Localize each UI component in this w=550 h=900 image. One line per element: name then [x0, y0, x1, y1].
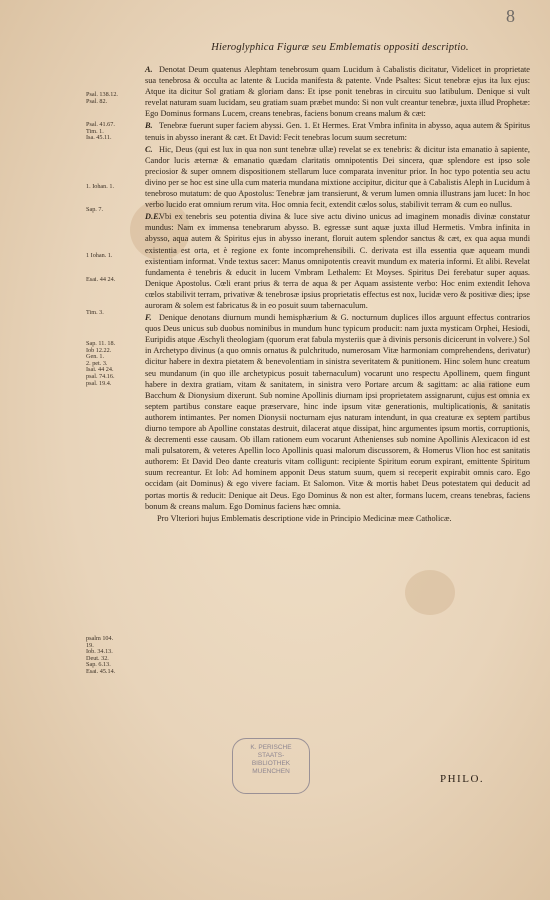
margin-line: Tim. 3.	[86, 309, 104, 316]
margin-note	[86, 92, 144, 105]
margin-line: Psal. 41.67.	[86, 121, 115, 128]
margin-note	[86, 207, 144, 214]
margin-line: 1. Iohan. 1.	[86, 183, 115, 190]
margin-line: 1 Iohan. 1.	[86, 252, 113, 259]
margin-line: Gen. 1.	[86, 353, 105, 361]
margin-note	[86, 184, 144, 191]
paragraph	[145, 513, 530, 524]
stamp-line: K. PERISCHE	[250, 744, 292, 751]
stamp-line: STAATS-	[257, 752, 285, 759]
paragraph-text: Hic, Deus (qui est lux in qua non sunt tenebræ ullæ) revelat se ex tenebris: & dicitur ista emanatio à sapiente, Candor lucis æternæ & emanatio quædam claritatis omnipotentis Dei sincera, quæ splendore est ipso sole preciosior & super omnem dispositionem stellarum luce comparata invenitur prior. In hoc typo potentia seu actu divino per se hoc est sine ulla cum materia mundana mixtione accipitur, dicitur que à Cabalistis Aleph in Lucidum à tenebroso mutatum: de quo Apostolus: Tenebræ jam transierunt, & verum lumen omnia illustrans jam lucet: In hoc verbo lucido erat omnium rerum vita. Hoc omnia fecit, extendit cælos solus, stabilivit terram & cum eo nullus.	[145, 144, 530, 210]
margin-line: Isa. 45.11.	[86, 134, 112, 142]
paragraph-text: Pro Vlteriori hujus Emblematis descriptione vide in Principio Medicinæ meæ Catholicæ.	[157, 513, 452, 523]
margin-line: Esai. 45.14.	[86, 667, 116, 675]
margin-line: Psal. 82.	[86, 97, 108, 105]
paragraph	[145, 64, 530, 119]
margin-line: psal. 19.4.	[86, 379, 112, 387]
margin-line: Sap. 6.13.	[86, 661, 111, 669]
margin-line: psalm 104.	[86, 635, 114, 642]
margin-note	[86, 310, 144, 317]
margin-note	[86, 636, 144, 676]
stain	[405, 570, 455, 615]
margin-line: Iob. 34.13.	[86, 648, 113, 656]
margin-note	[86, 277, 144, 284]
margin-note	[86, 122, 144, 142]
margin-line: 2. pet. 3.	[86, 359, 108, 367]
margin-line: Tim. 1.	[86, 127, 104, 135]
paragraph-text: Denotat Deum quatenus Alephtam tenebrosum quam Lucidum à Cabalistis dicitatur, Videlicet in proprietate sua tenebrosa & occulta ac latente & Lucida manifesta & patente. Vnde Psaltes: Sicut tenebræ ejus ita lux ejus: Atque ita dicitur Sol gratiam & gloriam dans: Et ipse ponit tenebras in circuitu suo latibulum. Denique si vult revelat naturam suam lucidam, seu gratiam suam præbet mundo: Si non vult creantur tenebræ, juxta illud Prophetæ: Ego Dominus formans Lucem, creans tenebras, faciens bonum creans malum & cæt:	[145, 65, 530, 119]
margin-note	[86, 253, 144, 260]
paragraph	[145, 312, 530, 512]
margin-line: Isai. 44 24.	[86, 366, 114, 374]
margin-line: psal. 74.16.	[86, 372, 115, 380]
paragraph-marker: C.	[145, 144, 153, 154]
margin-line: Sap. 11. 18.	[86, 340, 116, 347]
paragraph	[145, 120, 530, 142]
margin-line: Sap. 7.	[86, 206, 104, 213]
paragraph-text: Denique denotans diurnum mundi hemisphærium & G. nocturnum duplices illos arguunt effectus contrarios quos Deus unicus sub duobus nominibus in mundum hunc typicum producit: nam juxta mysticam Orphei, Hesiodi, Euripidis atque Æschyli theologiam (quorum erat fabula mysteriis quæ à divinis personis dicicerunt in volvere.) Sol in Archetypo divinus (a quo omnis ornatus & pulchritudo, numerosam Vitæ harmoniam comprehendens, derivatur) dicitur habere in dextra pietatem & benevolentiam in sinistra severitatem & punitionem. Hinc solem hunc creatum seu mundanum (in quo ille archetypicus posuit tabernaculum) vocarunt uno respectu Apollinem, quem fingunt habere in dextra gratiam, vitam & sanitatem, in sinistra vero Portare arcum & sagittam: ac alia ratione eum Bacchum & Dionysium dixerunt. Sub nomine Apollinis diurnam ipsi proprietatem assignarunt, cujus est omnia ex septem partibus constare eaque præservare, hinc inde ipsum vitæ generationis, multiplicationis, & sanitatis authorem intimantes. Per nomen Dionysii nocturnam ejus naturam intendunt, in qua creaturæ ex septem partibus diurno tempore ab Apolline constatas destruit, dilacerat atque dissipat, hinc argumentes ipsum mortis, corruptionis, & decrementi esse causam. Ob illam rationem eum vocarunt Athenienses sub nomine Apollinis Alexicacon id est mali pulsatorem, & veteres Apellin loco Apollinis quasi malorum discussorem, & Homerus Vlion hoc est sanitatis authorem: Et David Deo dante creaturis vitam colligunt: recipiente Spiritum eorum expirant, emittente Spiritum suum recreantur. Et Iob: Ad hominem apponit Deus statum suum, quem si receperit expirabit omnis caro. Ego occidam (ait Dominus) & ego vivere faciam. Et Salomon. Vitæ & mortis habet Deus potestatem qui deducit ad portas mortis & reducit: Denique ait Deus. Ego Dominus & non est alter, formans lucem, creans tenebras, faciens bonum & creans malum. Ego Dominus faciens hæc omnia.	[145, 313, 530, 511]
paragraph	[145, 144, 530, 211]
paragraph-text: Tenebræ fuerunt super faciem abyssi. Gen. 1. Et Hermes. Erat Vmbra infinita in abysso, aqua autem & Spiritus tenuis in abysso inerant & cæt. Et David: Fecit tenebras locum suum secretum:	[145, 121, 530, 142]
margin-note	[86, 341, 144, 387]
margin-line: Deut. 32.	[86, 654, 109, 662]
paragraph-marker: B.	[145, 121, 153, 131]
paragraph-marker: D.E.	[145, 212, 161, 222]
paragraph-marker: F.	[145, 313, 152, 323]
catchword: PHILO.	[440, 773, 485, 785]
stamp-line: BIBLIOTHEK	[251, 760, 291, 767]
running-header: Hieroglyphica Figuræ seu Emblematis oppositi descriptio.	[211, 42, 469, 53]
main-text	[145, 64, 530, 525]
margin-line: Esai. 44 24.	[86, 276, 116, 283]
paragraph	[145, 211, 530, 311]
library-stamp	[232, 738, 310, 794]
margin-line: Iob 12.22.	[86, 346, 112, 354]
stamp-line: MUENCHEN	[252, 768, 290, 775]
paragraph-text: Vbi ex tenebris seu potentia divina & luce sive actu divino unicus ad imaginem monadis divinæ constatur mundus: Nam ex immensa tenebrarum abysso. B. egressæ sunt aquæ juxta illud Hermetis. Vmbra infinita in abysso, aqua autem & Spiritus ejus in abysso inerant, floruit autem splendor sanctus & cæt, ex qua aqua mundi existentia est orta, et è regione ex fonte incomprehensibili. C. derivata est illa essentia quæ aqueam mundi existentiam informat. Vnde textus sacer: Manus omnipotentis creavit mundum ex materia informi. Et alibi. Revelat fundamenta è tenebris & educit in lucem Vmbram Lethalem: Et Moyses. Spiritus Dei ferebatur super aquas. Denique Apostolus. Cœli erant prius & terra de aqua & per Aquam assistente verbo: Hoc enim extendit Iehova cœlos stabilivit terram, privativæ & tenebrosæ ipsius proprietatis effectus est nox, lucidæ vero & positivæ dies; ipse auroram & solem est fabricatus & in eo posuit suum tabernaculum.	[145, 212, 530, 310]
paragraph-marker: A.	[145, 65, 153, 74]
page-number: 8	[506, 6, 515, 26]
margin-line: Psal. 138.12.	[86, 91, 118, 98]
margin-line: 19.	[86, 641, 94, 649]
